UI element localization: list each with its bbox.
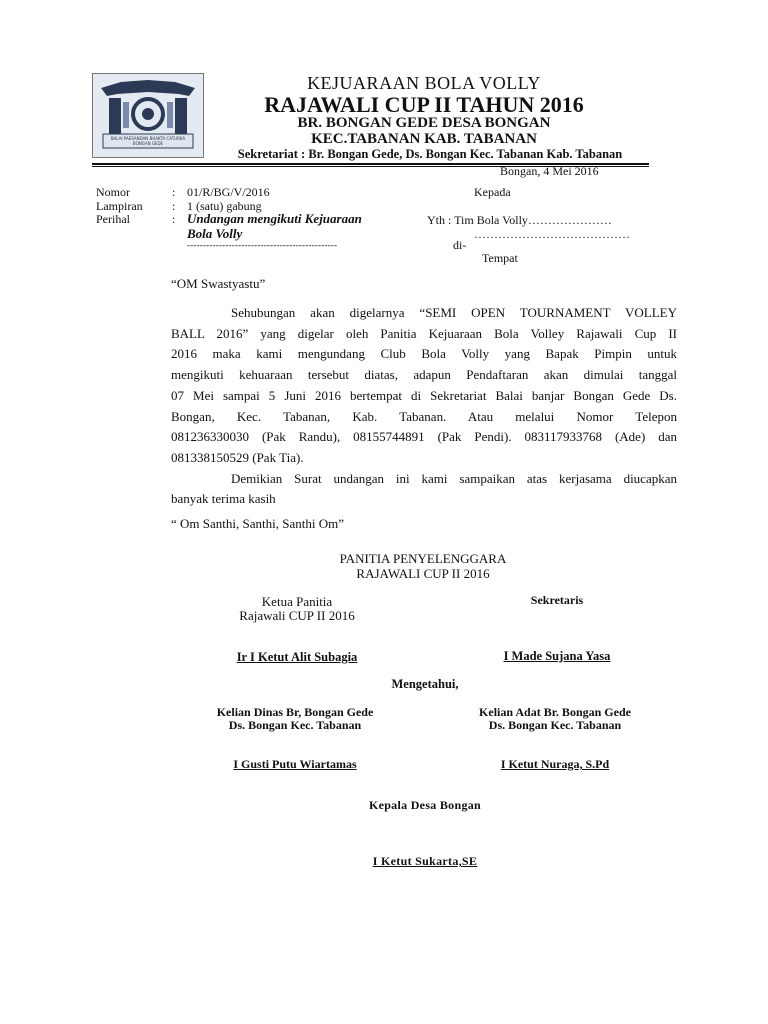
perihal-line-2: Bola Volly <box>187 226 243 241</box>
paragraph-line: BALL 2016” yang digelar oleh Panitia Kejuaraan Bola Volley Rajawali Cup II <box>171 325 677 341</box>
closing-greeting: “ Om Santhi, Santhi, Santhi Om” <box>171 516 344 531</box>
paragraph-invitation <box>171 303 677 510</box>
kepala-desa-name: I Ketut Sukarta,SE <box>372 854 478 868</box>
di-label: di- <box>453 238 467 252</box>
perihal-dashes: ----------------------------------------------- <box>187 240 338 250</box>
paragraph-line: 081236330030 (Pak Randu), 08155744891 (Pak Pendi). 083117933768 (Ade) dan <box>171 429 677 445</box>
paragraph-line: banyak terima kasih <box>171 491 276 507</box>
perihal-label: Perihal <box>96 212 130 226</box>
committee-subtitle: RAJAWALI CUP II 2016 <box>356 566 490 581</box>
opening-greeting: “OM Swastyastu” <box>171 276 266 291</box>
paragraph-line: Bongan, Kec. Tabanan, Kab. Tabanan. Atau melalui Nomor Telepon <box>171 408 677 424</box>
paragraph-line: 07 Mei sampai 5 Juni 2016 bertempat di Sekretariat Balai banjar Bongan Gede Ds. <box>171 387 677 403</box>
nomor-label: Nomor <box>96 185 130 199</box>
kelian-dinas-subtitle: Ds. Bongan Kec. Tabanan <box>228 718 362 732</box>
kelian-dinas-title: Kelian Dinas Br, Bongan Gede <box>216 705 374 719</box>
perihal-colon: : <box>172 212 176 226</box>
kelian-adat-subtitle: Ds. Bongan Kec. Tabanan <box>488 718 622 732</box>
ketua-title: Ketua Panitia <box>261 594 333 609</box>
perihal-line-1: Undangan mengikuti Kejuaraan <box>187 211 362 226</box>
address-line-1: BR. BONGAN GEDE DESA BONGAN <box>297 115 551 131</box>
paragraph-line: Demikian Surat undangan ini kami sampaikan atas kerjasama diucapkan <box>231 470 677 486</box>
logo-caption: BALAI PAESANDAN BHAKTA CATURKA BONGAN GEDE <box>110 136 186 146</box>
address-line-2: KEC.TABANAN KAB. TABANAN <box>311 131 537 147</box>
lampiran-label: Lampiran <box>96 199 143 213</box>
recipient-line: Yth : Tim Bola Volly………………… <box>427 213 612 227</box>
lampiran-colon: : <box>172 199 176 213</box>
kelian-dinas-name: I Gusti Putu Wiartamas <box>233 757 357 771</box>
kelian-adat-name: I Ketut Nuraga, S.Pd <box>500 757 610 771</box>
kepada-label: Kepada <box>474 185 511 199</box>
paragraph-line: 2016 maka kami mengundang Club Bola Volly yang Bapak Pimpin untuk <box>171 346 677 362</box>
sekretaris-name: I Made Sujana Yasa <box>503 649 611 663</box>
ketua-subtitle: Rajawali CUP II 2016 <box>239 608 355 623</box>
ketua-name: Ir I Ketut Alit Subagia <box>236 650 358 664</box>
letter-date: Bongan, 4 Mei 2016 <box>500 164 599 178</box>
nomor-colon: : <box>172 185 176 199</box>
mengetahui-label: Mengetahui, <box>391 677 459 691</box>
paragraph-line: Sehubungan akan digelarnya “SEMI OPEN TOURNAMENT VOLLEY <box>231 305 677 320</box>
nomor-value: 01/R/BG/V/2016 <box>187 185 270 199</box>
lampiran-value: 1 (satu) gabung <box>187 199 262 213</box>
cup-title: RAJAWALI CUP II TAHUN 2016 <box>264 92 584 117</box>
recipient-dots: ………………………………… <box>474 227 630 241</box>
paragraph-line: 081338150529 (Pak Tia). <box>171 449 304 465</box>
kepala-desa-title: Kepala Desa Bongan <box>368 798 482 812</box>
secretariat-line: Sekretariat : Br. Bongan Gede, Ds. Bongan Kec. Tabanan Kab. Tabanan <box>237 147 623 161</box>
event-title: KEJUARAAN BOLA VOLLY <box>307 73 541 93</box>
sekretaris-title: Sekretaris <box>530 593 584 607</box>
kelian-adat-title: Kelian Adat Br. Bongan Gede <box>479 705 631 719</box>
tempat-label: Tempat <box>482 251 518 265</box>
committee-title: PANITIA PENYELENGGARA <box>339 551 507 566</box>
paragraph-line: mengikuti kehuaraan tersebut diatas, adapun Pendaftaran akan dimulai tanggal <box>171 367 677 383</box>
